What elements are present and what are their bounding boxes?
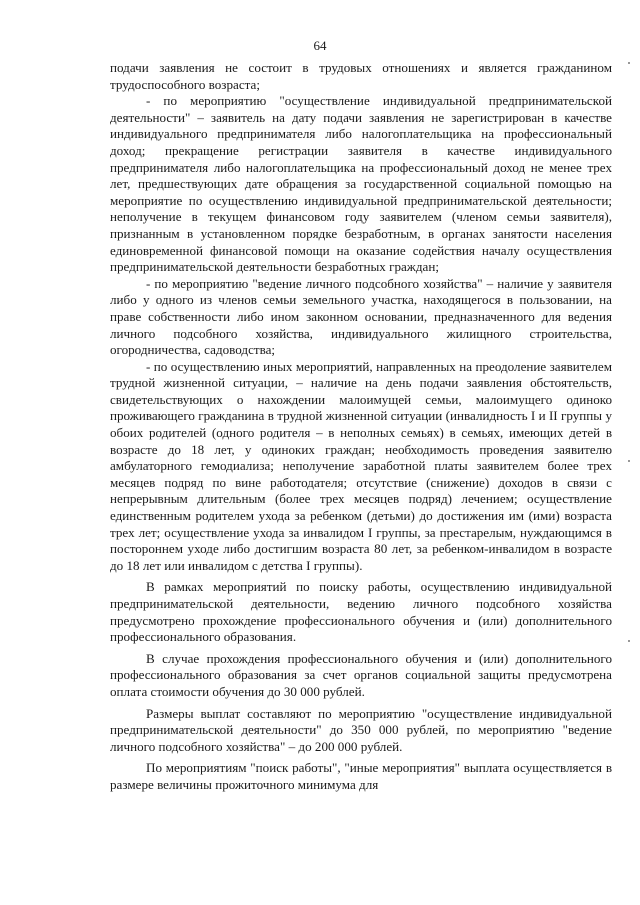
scan-speck [628,460,630,462]
paragraph-household-plot-criteria: - по мероприятию "ведение личного подсобного хозяйства" – наличие у заявителя либо у одного из членов семьи земельного участка, находящегося в пользовании, на праве собственности либо ином законном основании, предназначенного для ведения личного подсобного хозяйства, индивидуального жилищного строительства, огородничества, садоводства; [110,275,612,358]
paragraph-training-provision: В рамках мероприятий по поиску работы, осуществлению индивидуальной предпринимательской деятельности, ведению личного подсобного хозяйства предусмотрено прохождение профессионального обучения и (или) дополнительного профессионального образования. [110,579,612,645]
paragraph-subsistence-payment: По мероприятиям "поиск работы", "иные мероприятия" выплата осуществляется в размере величины прожиточного минимума для [110,760,612,792]
page-number: 64 [313,38,327,53]
document-body [110,60,612,794]
paragraph-continuation: подачи заявления не состоит в трудовых отношениях и является гражданином трудоспособного возраста; [110,60,612,92]
paragraph-training-cost: В случае прохождения профессионального обучения и (или) дополнительного профессионального образования за счет органов социальной защиты предусмотрена оплата стоимости обучения до 30 000 рублей. [110,650,612,699]
paragraph-entrepreneurship-criteria: - по мероприятию "осуществление индивидуальной предпринимательской деятельности" – заявитель на дату подачи заявления не зарегистрирован в качестве индивидуального предпринимателя либо налогоплательщика на профессиональный доход; прекращение регистрации заявителя в качестве индивидуального предпринимателя либо налогоплательщика на профессиональный доход не менее трех лет, предшествующих дате обращения за государственной социальной помощью на мероприятие по осуществлению индивидуальной предпринимательской деятельности; неполучение в текущем финансовом году заявителем (членом семьи заявителя), признанным в установленном порядке безработным, в органах занятости населения единовременной финансовой помощи на оказание содействия началу осуществления предпринимательской деятельности безработных граждан; [110,93,612,275]
scan-speck [628,62,630,64]
scan-speck [628,640,630,642]
paragraph-other-measures-criteria: - по осуществлению иных мероприятий, направленных на преодоление заявителем трудной жизненной ситуации, – наличие на день подачи заявления обстоятельств, свидетельствующих о нахождении малоимущей семьи, малоимущего одиноко проживающего гражданина в трудной жизненной ситуации (инвалидность I и II группы у обоих родителей (одного родителя – в неполных семьях) в семьях, имеющих детей в возрасте до 18 лет, у одиноких граждан; необходимость проведения заявителю амбулаторного гемодиализа; неполучение заработной платы заявителем более трех месяцев подряд по вине работодателя; отсутствие (снижение) доходов в связи с непрерывным длительным (более трех месяцев подряд) лечением; осуществление единственным родителем ухода за ребенком (детьми) до достижения им (ими) возраста трех лет; осуществление ухода за инвалидом I группы, за престарелым, нуждающимся в постороннем уходе либо достигшим возраста 80 лет, за ребенком-инвалидом в возрасте до 18 лет или инвалидом с детства I группы). [110,358,612,573]
paragraph-payment-amounts: Размеры выплат составляют по мероприятию "осуществление индивидуальной предпринимательской деятельности" до 350 000 рублей, по мероприятию "ведение личного подсобного хозяйства" – до 200 000 рублей. [110,705,612,754]
